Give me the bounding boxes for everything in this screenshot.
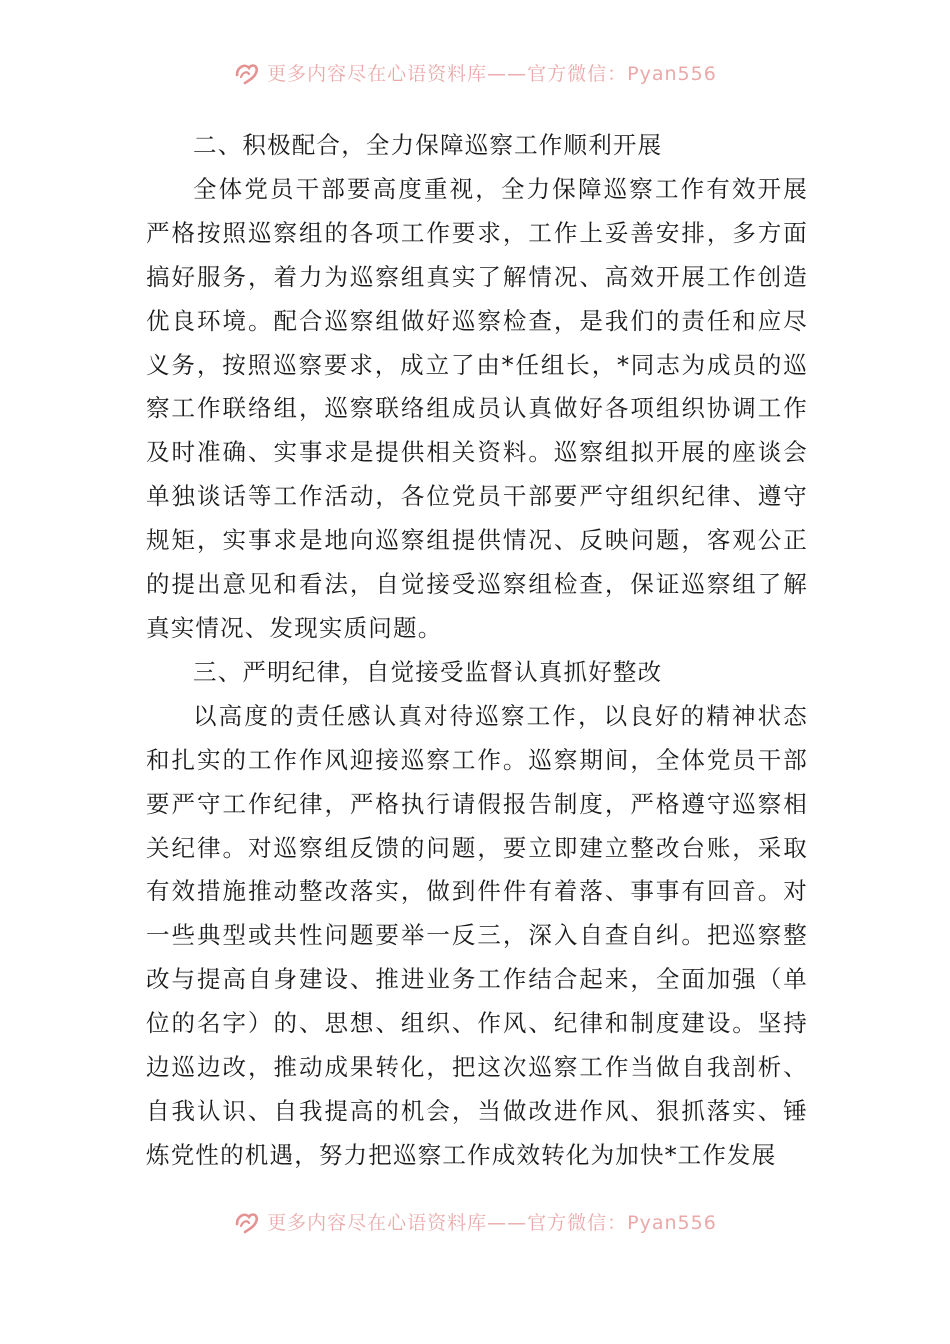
document-body — [146, 124, 808, 1178]
watermark-text: 更多内容尽在心语资料库——官方微信：Pyan556 — [267, 62, 717, 85]
watermark-logo-icon — [233, 1208, 261, 1234]
header-watermark — [0, 52, 950, 92]
section-heading: 二、积极配合，全力保障巡察工作顺利开展 — [193, 131, 663, 159]
section-heading: 三、严明纪律，自觉接受监督认真抓好整改 — [193, 657, 663, 686]
body-paragraph: 以高度的责任感认真对待巡察工作，以良好的精神状态和扎实的工作作风迎接巡察工作。巡察期间，全体党员干部要严守工作纪律，严格执行请假报告制度，严格遵守巡察相关纪律。对巡察组反馈的问题，要立即建立整改台账，采取有效措施推动整改落实，做到件件有着落、事事有回音。对一些典型或共性问题要举一反三，深入自查自纠。把巡察整改与提高自身建设、推进业务工作结合起来，全面加强（单位的名字）的、思想、组织、作风、纪律和制度建设。坚持边巡边改，推动成果转化，把这次巡察工作当做自我剖析、自我认识、自我提高的机会，当做改进作风、狠抓落实、锤炼党性的机遇，努力把巡察工作成效转化为加快*工作发展 — [146, 701, 808, 1169]
watermark-text: 更多内容尽在心语资料库——官方微信：Pyan556 — [267, 1211, 717, 1234]
watermark-logo-icon — [233, 59, 261, 85]
footer-watermark — [0, 1201, 950, 1241]
body-paragraph: 全体党员干部要高度重视，全力保障巡察工作有效开展严格按照巡察组的各项工作要求，工作上妥善安排，多方面搞好服务，着力为巡察组真实了解情况、高效开展工作创造优良环境。配合巡察组做好巡察检查，是我们的责任和应尽义务，按照巡察要求，成立了由*任组长，*同志为成员的巡察工作联络组，巡察联络组成员认真做好各项组织协调工作及时准确、实事求是提供相关资料。巡察组拟开展的座谈会单独谈话等工作活动，各位党员干部要严守组织纪律、遵守规矩，实事求是地向巡察组提供情况、反映问题，客观公正的提出意见和看法，自觉接受巡察组检查，保证巡察组了解真实情况、发现实质问题。 — [146, 174, 808, 642]
